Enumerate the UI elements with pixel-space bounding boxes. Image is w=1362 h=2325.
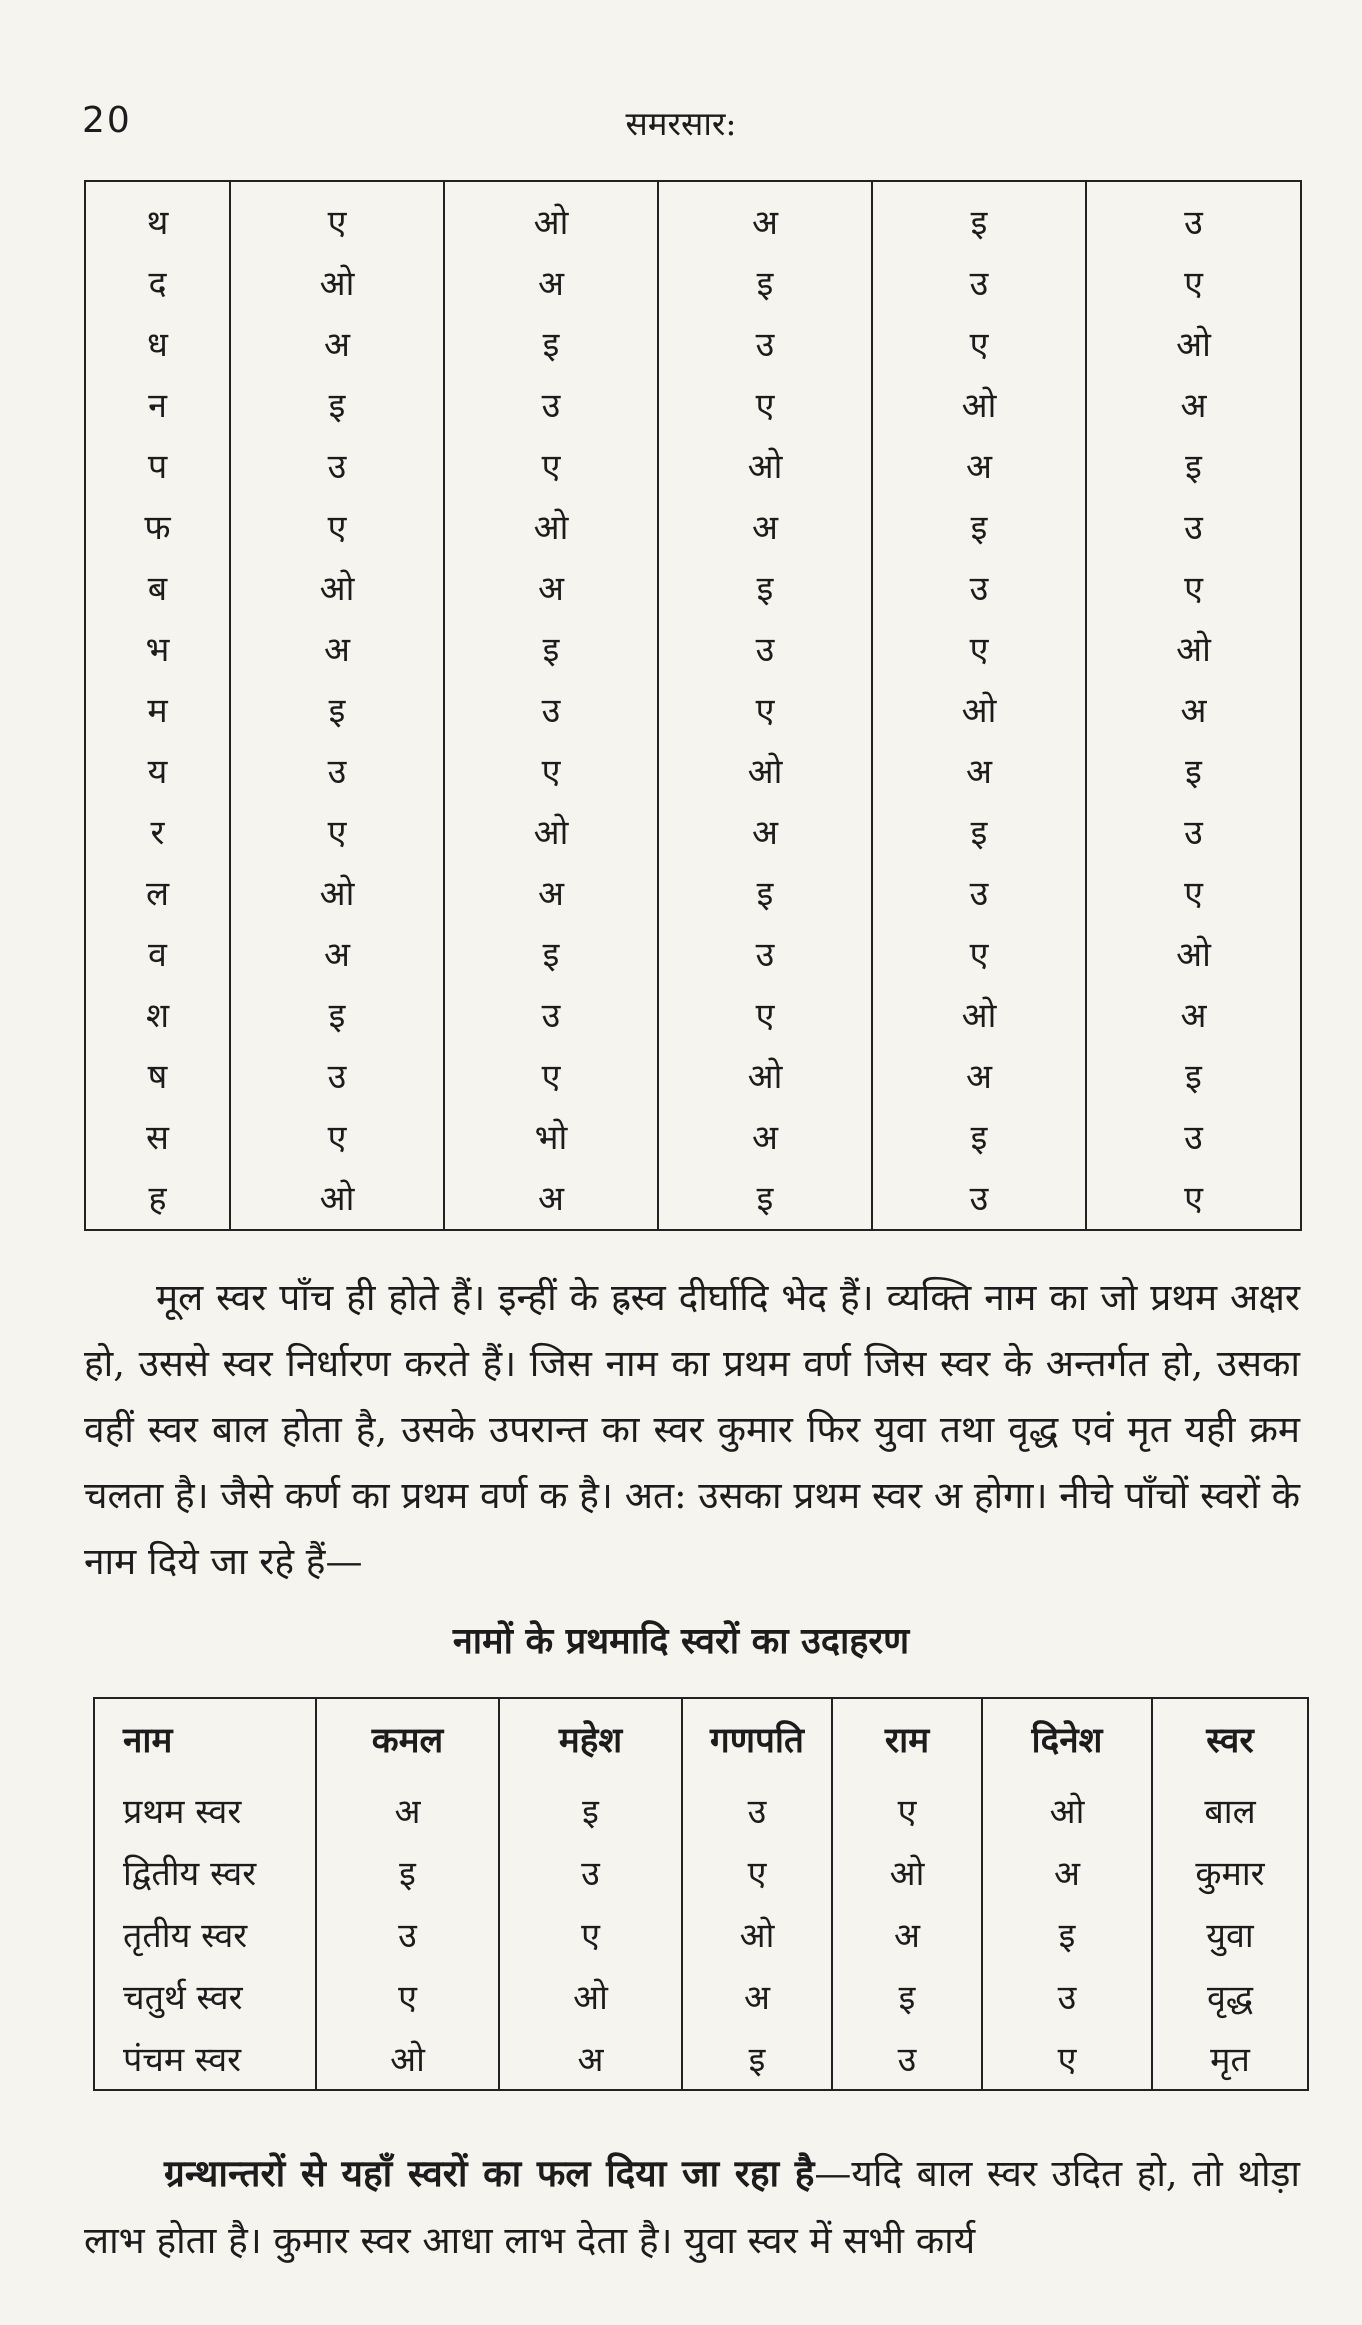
table-row (85, 314, 1301, 375)
table-cell: ओ (832, 1841, 982, 1903)
vowel-cell: ओ (444, 181, 658, 253)
vowel-cell: उ (658, 924, 872, 985)
table-row (85, 497, 1301, 558)
vowel-cell: ए (1086, 863, 1301, 924)
vowel-cell: इ (1086, 436, 1301, 497)
consonant-cell: फ (85, 497, 230, 558)
row-label-cell: तृतीय स्वर (94, 1903, 316, 1965)
vowel-cell: इ (658, 1168, 872, 1230)
table-row (85, 181, 1301, 253)
table-cell: इ (832, 1965, 982, 2027)
vowel-cell: ए (230, 181, 444, 253)
vowel-cell: ओ (444, 802, 658, 863)
consonant-cell: ब (85, 558, 230, 619)
table-cell: ओ (316, 2027, 499, 2090)
consonant-cell: ल (85, 863, 230, 924)
table-cell: बाल (1152, 1779, 1308, 1841)
vowel-cell: भो (444, 1107, 658, 1168)
table-row (85, 1107, 1301, 1168)
column-header: महेश (499, 1698, 682, 1779)
vowel-cell: अ (230, 314, 444, 375)
table-row (94, 1841, 1308, 1903)
table-row (94, 2027, 1308, 2090)
vowel-cell: इ (872, 1107, 1086, 1168)
vowel-cell: इ (1086, 741, 1301, 802)
table-cell: ओ (682, 1903, 832, 1965)
table-cell: अ (499, 2027, 682, 2090)
vowel-cell: ओ (658, 436, 872, 497)
consonant-cell: भ (85, 619, 230, 680)
vowel-cell: इ (230, 680, 444, 741)
vowel-cell: अ (872, 741, 1086, 802)
closing-paragraph (84, 2140, 1300, 2274)
vowel-cell: अ (444, 863, 658, 924)
consonant-cell: स (85, 1107, 230, 1168)
vowel-cell: ओ (230, 558, 444, 619)
consonant-cell: म (85, 680, 230, 741)
vowel-cell: ए (1086, 1168, 1301, 1230)
table-cell: मृत (1152, 2027, 1308, 2090)
row-label-cell: द्वितीय स्वर (94, 1841, 316, 1903)
vowel-cell: अ (658, 497, 872, 558)
vowel-cell: इ (872, 802, 1086, 863)
table-cell: ए (832, 1779, 982, 1841)
table-cell: युवा (1152, 1903, 1308, 1965)
vowel-cell: इ (230, 985, 444, 1046)
table-cell: इ (982, 1903, 1152, 1965)
vowel-cell: अ (658, 802, 872, 863)
table-cell: अ (832, 1903, 982, 1965)
closing-text: —यदि बाल स्वर उदित हो, तो थोड़ा लाभ होता है। कुमार स्वर आधा लाभ देता है। युवा स्वर में सभी कार्य (84, 2152, 1300, 2262)
column-header: दिनेश (982, 1698, 1152, 1779)
closing-lead: ग्रन्थान्तरों से यहाँ स्वरों का फल दिया जा रहा है (164, 2152, 815, 2195)
table-row (94, 1965, 1308, 2027)
column-header: स्वर (1152, 1698, 1308, 1779)
consonant-cell: य (85, 741, 230, 802)
vowel-cell: ए (230, 1107, 444, 1168)
vowel-cell: अ (658, 181, 872, 253)
vowel-cell: ओ (872, 985, 1086, 1046)
vowel-cell: उ (444, 375, 658, 436)
table-row (85, 253, 1301, 314)
vowel-cell: उ (658, 619, 872, 680)
vowel-cell: ए (658, 985, 872, 1046)
row-label-cell: चतुर्थ स्वर (94, 1965, 316, 2027)
vowel-cell: उ (1086, 181, 1301, 253)
table-row (94, 1779, 1308, 1841)
table-row (85, 1168, 1301, 1230)
consonant-cell: र (85, 802, 230, 863)
table-cell: वृद्ध (1152, 1965, 1308, 2027)
table-row (85, 375, 1301, 436)
vowel-cell: ए (444, 436, 658, 497)
paragraph-text: मूल स्वर पाँच ही होते हैं। इन्हीं के ह्रस्व दीर्घादि भेद हैं। व्यक्ति नाम का जो प्रथम अक्षर हो, उससे स्वर निर्धारण करते हैं। जिस नाम का प्रथम वर्ण जिस स्वर के अन्तर्गत हो, उसका वहीं स्वर बाल होता है, उसके उपरान्त का स्वर कुमार फिर युवा तथा वृद्ध एवं मृत यही क्रम चलता है। जैसे कर्ण का प्रथम वर्ण क है। अत: उसका प्रथम स्वर अ होगा। नीचे पाँचों स्वरों के नाम दिये जा रहे हैं— (84, 1276, 1300, 1583)
vowel-cell: ए (872, 314, 1086, 375)
table-cell: उ (682, 1779, 832, 1841)
table-row (85, 985, 1301, 1046)
vowel-cell: अ (872, 436, 1086, 497)
vowel-cell: ए (658, 680, 872, 741)
table-row (85, 924, 1301, 985)
table-cell: उ (982, 1965, 1152, 2027)
vowel-cell: उ (444, 985, 658, 1046)
vowel-cell: इ (872, 497, 1086, 558)
vowel-cell: ए (444, 741, 658, 802)
vowel-cell: इ (444, 924, 658, 985)
vowel-cell: ओ (1086, 619, 1301, 680)
table-cell: अ (682, 1965, 832, 2027)
table-row (85, 741, 1301, 802)
consonant-cell: द (85, 253, 230, 314)
table-cell: ए (499, 1903, 682, 1965)
consonant-cell: प (85, 436, 230, 497)
example-table (93, 1697, 1309, 2091)
vowel-cell: उ (872, 558, 1086, 619)
consonant-cell: न (85, 375, 230, 436)
vowel-cell: उ (872, 253, 1086, 314)
vowel-cell: इ (658, 863, 872, 924)
vowel-cell: अ (1086, 985, 1301, 1046)
row-label-cell: पंचम स्वर (94, 2027, 316, 2090)
vowel-cell: इ (444, 314, 658, 375)
vowel-cell: ए (1086, 558, 1301, 619)
vowel-cell: ए (872, 924, 1086, 985)
consonant-vowel-table (84, 180, 1302, 1231)
row-label-cell: प्रथम स्वर (94, 1779, 316, 1841)
table-row (85, 436, 1301, 497)
table-cell: ए (316, 1965, 499, 2027)
vowel-cell: ए (872, 619, 1086, 680)
vowel-cell: उ (230, 1046, 444, 1107)
vowel-cell: अ (444, 253, 658, 314)
vowel-cell: उ (230, 436, 444, 497)
vowel-cell: इ (658, 253, 872, 314)
vowel-cell: उ (1086, 497, 1301, 558)
vowel-cell: अ (444, 558, 658, 619)
column-header: गणपति (682, 1698, 832, 1779)
vowel-cell: अ (872, 1046, 1086, 1107)
vowel-cell: इ (444, 619, 658, 680)
table-cell: इ (316, 1841, 499, 1903)
vowel-cell: ओ (1086, 924, 1301, 985)
vowel-cell: उ (444, 680, 658, 741)
vowel-cell: इ (658, 558, 872, 619)
vowel-cell: ओ (658, 1046, 872, 1107)
vowel-cell: ओ (1086, 314, 1301, 375)
table-cell: इ (499, 1779, 682, 1841)
table-cell: ओ (499, 1965, 682, 2027)
table-cell: इ (682, 2027, 832, 2090)
vowel-cell: अ (230, 924, 444, 985)
vowel-cell: अ (1086, 680, 1301, 741)
vowel-cell: ए (1086, 253, 1301, 314)
consonant-cell: ध (85, 314, 230, 375)
table-row (85, 1046, 1301, 1107)
table-row (85, 802, 1301, 863)
vowel-cell: ए (230, 802, 444, 863)
table-cell: कुमार (1152, 1841, 1308, 1903)
vowel-cell: इ (230, 375, 444, 436)
consonant-cell: थ (85, 181, 230, 253)
table-cell: उ (499, 1841, 682, 1903)
vowel-cell: ए (444, 1046, 658, 1107)
column-header: राम (832, 1698, 982, 1779)
table-cell: अ (982, 1841, 1152, 1903)
vowel-cell: ओ (872, 680, 1086, 741)
vowel-cell: ए (658, 375, 872, 436)
vowel-cell: ओ (230, 1168, 444, 1230)
page-number: 20 (82, 100, 132, 141)
table-row (85, 680, 1301, 741)
vowel-cell: उ (1086, 802, 1301, 863)
column-header: कमल (316, 1698, 499, 1779)
table-row (94, 1903, 1308, 1965)
consonant-cell: ह (85, 1168, 230, 1230)
table-cell: ए (982, 2027, 1152, 2090)
vowel-cell: इ (872, 181, 1086, 253)
vowel-cell: ओ (872, 375, 1086, 436)
column-header: नाम (94, 1698, 316, 1779)
table-cell: उ (832, 2027, 982, 2090)
vowel-cell: ओ (658, 741, 872, 802)
table-cell: ए (682, 1841, 832, 1903)
table-row (85, 619, 1301, 680)
table-cell: अ (316, 1779, 499, 1841)
vowel-cell: अ (444, 1168, 658, 1230)
vowel-cell: उ (658, 314, 872, 375)
vowel-cell: उ (872, 1168, 1086, 1230)
table-row (85, 863, 1301, 924)
explanation-paragraph (84, 1265, 1300, 1595)
example-table-title: नामों के प्रथमादि स्वरों का उदाहरण (452, 1621, 910, 1662)
vowel-cell: ओ (230, 863, 444, 924)
vowel-cell: उ (230, 741, 444, 802)
vowel-cell: ए (230, 497, 444, 558)
consonant-cell: श (85, 985, 230, 1046)
vowel-cell: उ (872, 863, 1086, 924)
table-cell: उ (316, 1903, 499, 1965)
consonant-cell: व (85, 924, 230, 985)
vowel-cell: उ (1086, 1107, 1301, 1168)
consonant-cell: ष (85, 1046, 230, 1107)
vowel-cell: अ (230, 619, 444, 680)
vowel-cell: ओ (230, 253, 444, 314)
vowel-cell: इ (1086, 1046, 1301, 1107)
vowel-cell: अ (658, 1107, 872, 1168)
vowel-cell: अ (1086, 375, 1301, 436)
vowel-cell: ओ (444, 497, 658, 558)
running-head: समरसार: (625, 104, 737, 143)
table-cell: ओ (982, 1779, 1152, 1841)
table-row (85, 558, 1301, 619)
